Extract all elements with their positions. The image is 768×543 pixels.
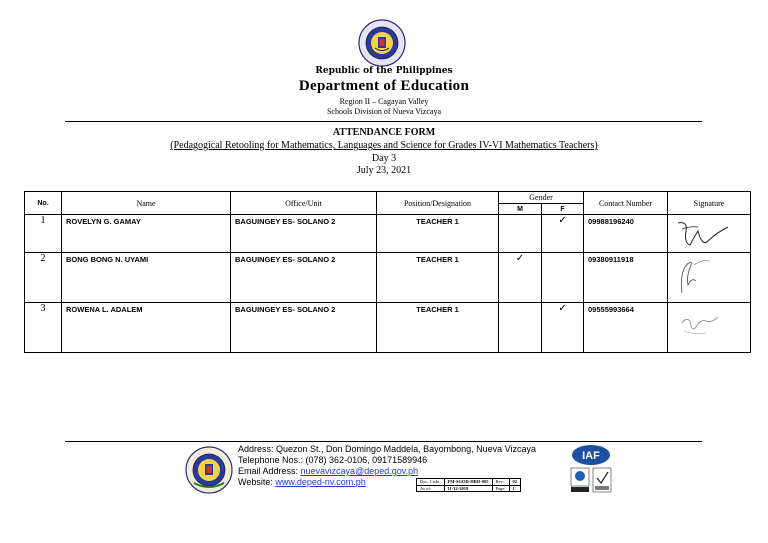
doc-code-label: Doc. Code:: [417, 479, 445, 486]
signature-image: [672, 305, 742, 345]
header-male: M: [499, 204, 542, 215]
footer-website-row: [238, 477, 366, 488]
header-signature: Signature: [668, 192, 751, 215]
row-female-check: ✓: [542, 303, 584, 353]
header-female: F: [542, 204, 584, 215]
header-contact: Contact Number: [584, 192, 668, 215]
rev-label: Rev:: [492, 479, 509, 486]
rev-value: 02: [509, 479, 521, 486]
page-value: 1: [509, 485, 521, 492]
iaf-logo-text: IAF: [582, 450, 600, 462]
row-office: BAGUINGEY ES- SOLANO 2: [231, 253, 377, 303]
header-office: Office/Unit: [231, 192, 377, 215]
as-of-value: 11-12-2019: [444, 485, 492, 492]
row-signature: [668, 253, 751, 303]
table-row: [25, 303, 751, 353]
region-text: Region II – Cagayan Valley: [339, 97, 429, 106]
certification-badges: [570, 466, 614, 494]
email-label: Email Address:: [238, 466, 301, 476]
footer-email-row: [238, 466, 418, 477]
form-day: Day 3: [371, 153, 397, 164]
row-position: TEACHER 1: [377, 253, 499, 303]
row-office: BAGUINGEY ES- SOLANO 2: [231, 215, 377, 253]
row-male-check: [499, 303, 542, 353]
page-label: Page:: [492, 485, 509, 492]
row-contact: 09555993664: [584, 303, 668, 353]
row-female-check: [542, 253, 584, 303]
doc-control-table: [416, 478, 521, 492]
row-name: ROVELYN G. GAMAY: [62, 215, 231, 253]
website-label: Website:: [238, 477, 276, 487]
row-contact: 09380911918: [584, 253, 668, 303]
row-no: 1: [25, 215, 62, 253]
header-name: Name: [62, 192, 231, 215]
iaf-logo: [570, 444, 612, 466]
header-gender: Gender: [499, 192, 584, 204]
row-position: TEACHER 1: [377, 303, 499, 353]
row-name: BONG BONG N. UYAMI: [62, 253, 231, 303]
table-row: [25, 215, 751, 253]
form-date: July 23, 2021: [356, 165, 412, 176]
row-name: ROWENA L. ADALEM: [62, 303, 231, 353]
row-no: 3: [25, 303, 62, 353]
website-link[interactable]: www.deped-nv.com.ph: [275, 477, 366, 487]
department-title: Department of Education: [298, 78, 470, 94]
footer-divider: [65, 441, 702, 442]
form-subtitle: (Pedagogical Retooling for Mathematics, Languages and Science for Grades IV-VI Mathematics Teachers): [170, 140, 598, 151]
signature-image: [672, 217, 742, 249]
row-signature: [668, 215, 751, 253]
division-text: Schools Division of Nueva Vizcaya: [326, 107, 441, 116]
row-office: BAGUINGEY ES- SOLANO 2: [231, 303, 377, 353]
deped-seal-logo: [182, 445, 236, 495]
header-divider: [65, 121, 702, 122]
deped-seal-logo: [355, 18, 409, 68]
doc-code-value: FM-SGOD-HRD-005: [444, 479, 492, 486]
signature-image: [672, 255, 742, 295]
row-no: 2: [25, 253, 62, 303]
row-male-check: [499, 215, 542, 253]
row-signature: [668, 303, 751, 353]
as-of-label: As of:: [417, 485, 445, 492]
table-row: [25, 253, 751, 303]
footer-telephone: Telephone Nos.: (078) 362-0106, 09171589946: [238, 455, 428, 465]
form-title: ATTENDANCE FORM: [332, 127, 436, 138]
footer-address: Address: Quezon St., Don Domingo Maddela, Bayombong, Nueva Vizcaya: [238, 444, 536, 454]
row-position: TEACHER 1: [377, 215, 499, 253]
header-position: Position/Designation: [377, 192, 499, 215]
email-link[interactable]: nuevavizcaya@deped.gov.ph: [300, 466, 419, 476]
attendance-table: [24, 191, 751, 353]
header-no: No.: [25, 192, 62, 215]
republic-heading: Republic of the Philippines: [315, 66, 453, 76]
row-contact: 09988196240: [584, 215, 668, 253]
row-male-check: ✓: [499, 253, 542, 303]
row-female-check: ✓: [542, 215, 584, 253]
